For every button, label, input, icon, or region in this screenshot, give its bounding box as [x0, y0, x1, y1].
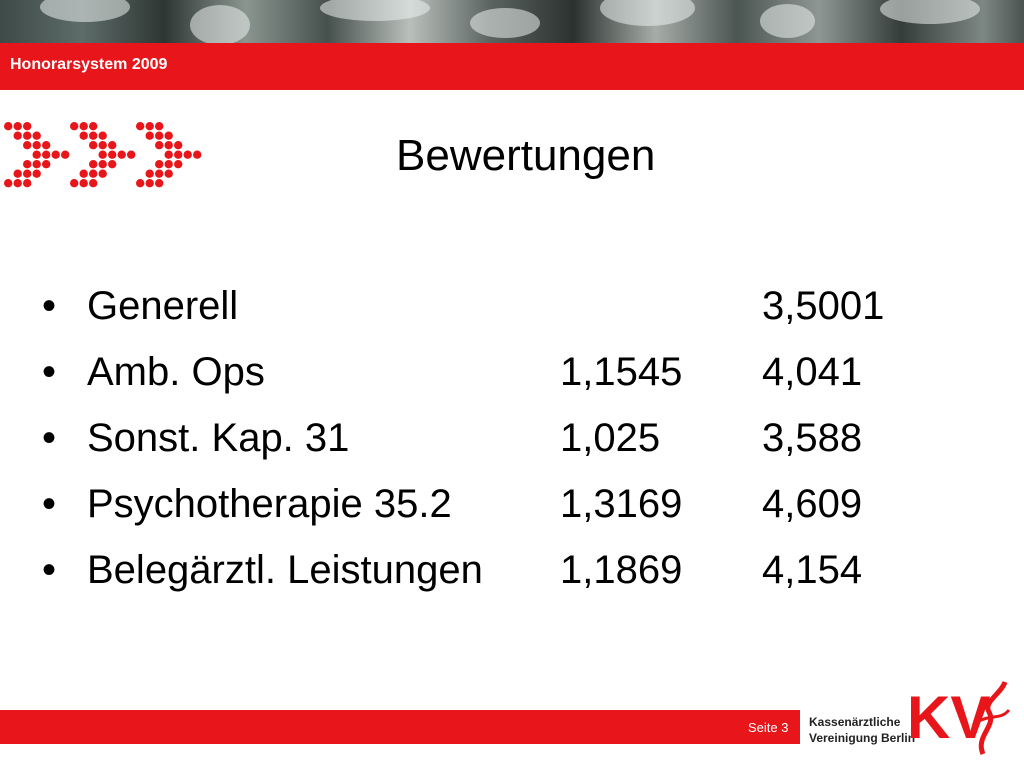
page-number: Seite 3 [748, 720, 789, 735]
list-item [42, 350, 942, 416]
row-label: Sonst. Kap. 31 [87, 416, 350, 460]
bullet-marker: • [42, 548, 57, 592]
row-value-factor: 1,1545 [560, 350, 683, 394]
row-label: Generell [87, 284, 239, 328]
row-value-cent: 4,609 [762, 482, 863, 526]
slide-title: Bewertungen [396, 131, 656, 180]
list-item [42, 284, 942, 350]
bullet-marker: • [42, 284, 57, 328]
bullet-marker: • [42, 416, 57, 460]
list-item [42, 482, 942, 548]
organization-name-line1: Kassenärztliche [809, 715, 901, 729]
bullet-marker: • [42, 350, 57, 394]
svg-text:KV: KV [907, 684, 991, 751]
kv-logo-icon [905, 676, 1015, 756]
row-label: Belegärztl. Leistungen [87, 548, 483, 592]
footer-bar [0, 710, 800, 744]
list-item [42, 416, 942, 482]
list-item [42, 548, 942, 614]
row-value-factor: 1,025 [560, 416, 661, 460]
dotted-arrows-icon [0, 116, 215, 198]
row-value-cent: 3,588 [762, 416, 863, 460]
header-photo-strip [0, 0, 1024, 43]
organization-name [809, 714, 915, 746]
row-value-cent: 4,154 [762, 548, 863, 592]
row-value-factor: 1,3169 [560, 482, 683, 526]
bullet-marker: • [42, 482, 57, 526]
row-value-cent: 3,5001 [762, 284, 885, 328]
row-value-cent: 4,041 [762, 350, 863, 394]
bullet-list [42, 284, 942, 614]
row-label: Amb. Ops [87, 350, 265, 394]
row-value-factor: 1,1869 [560, 548, 683, 592]
header-title: Honorarsystem 2009 [10, 56, 168, 73]
row-label: Psychotherapie 35.2 [87, 482, 452, 526]
organization-name-line2: Vereinigung Berlin [809, 731, 916, 745]
